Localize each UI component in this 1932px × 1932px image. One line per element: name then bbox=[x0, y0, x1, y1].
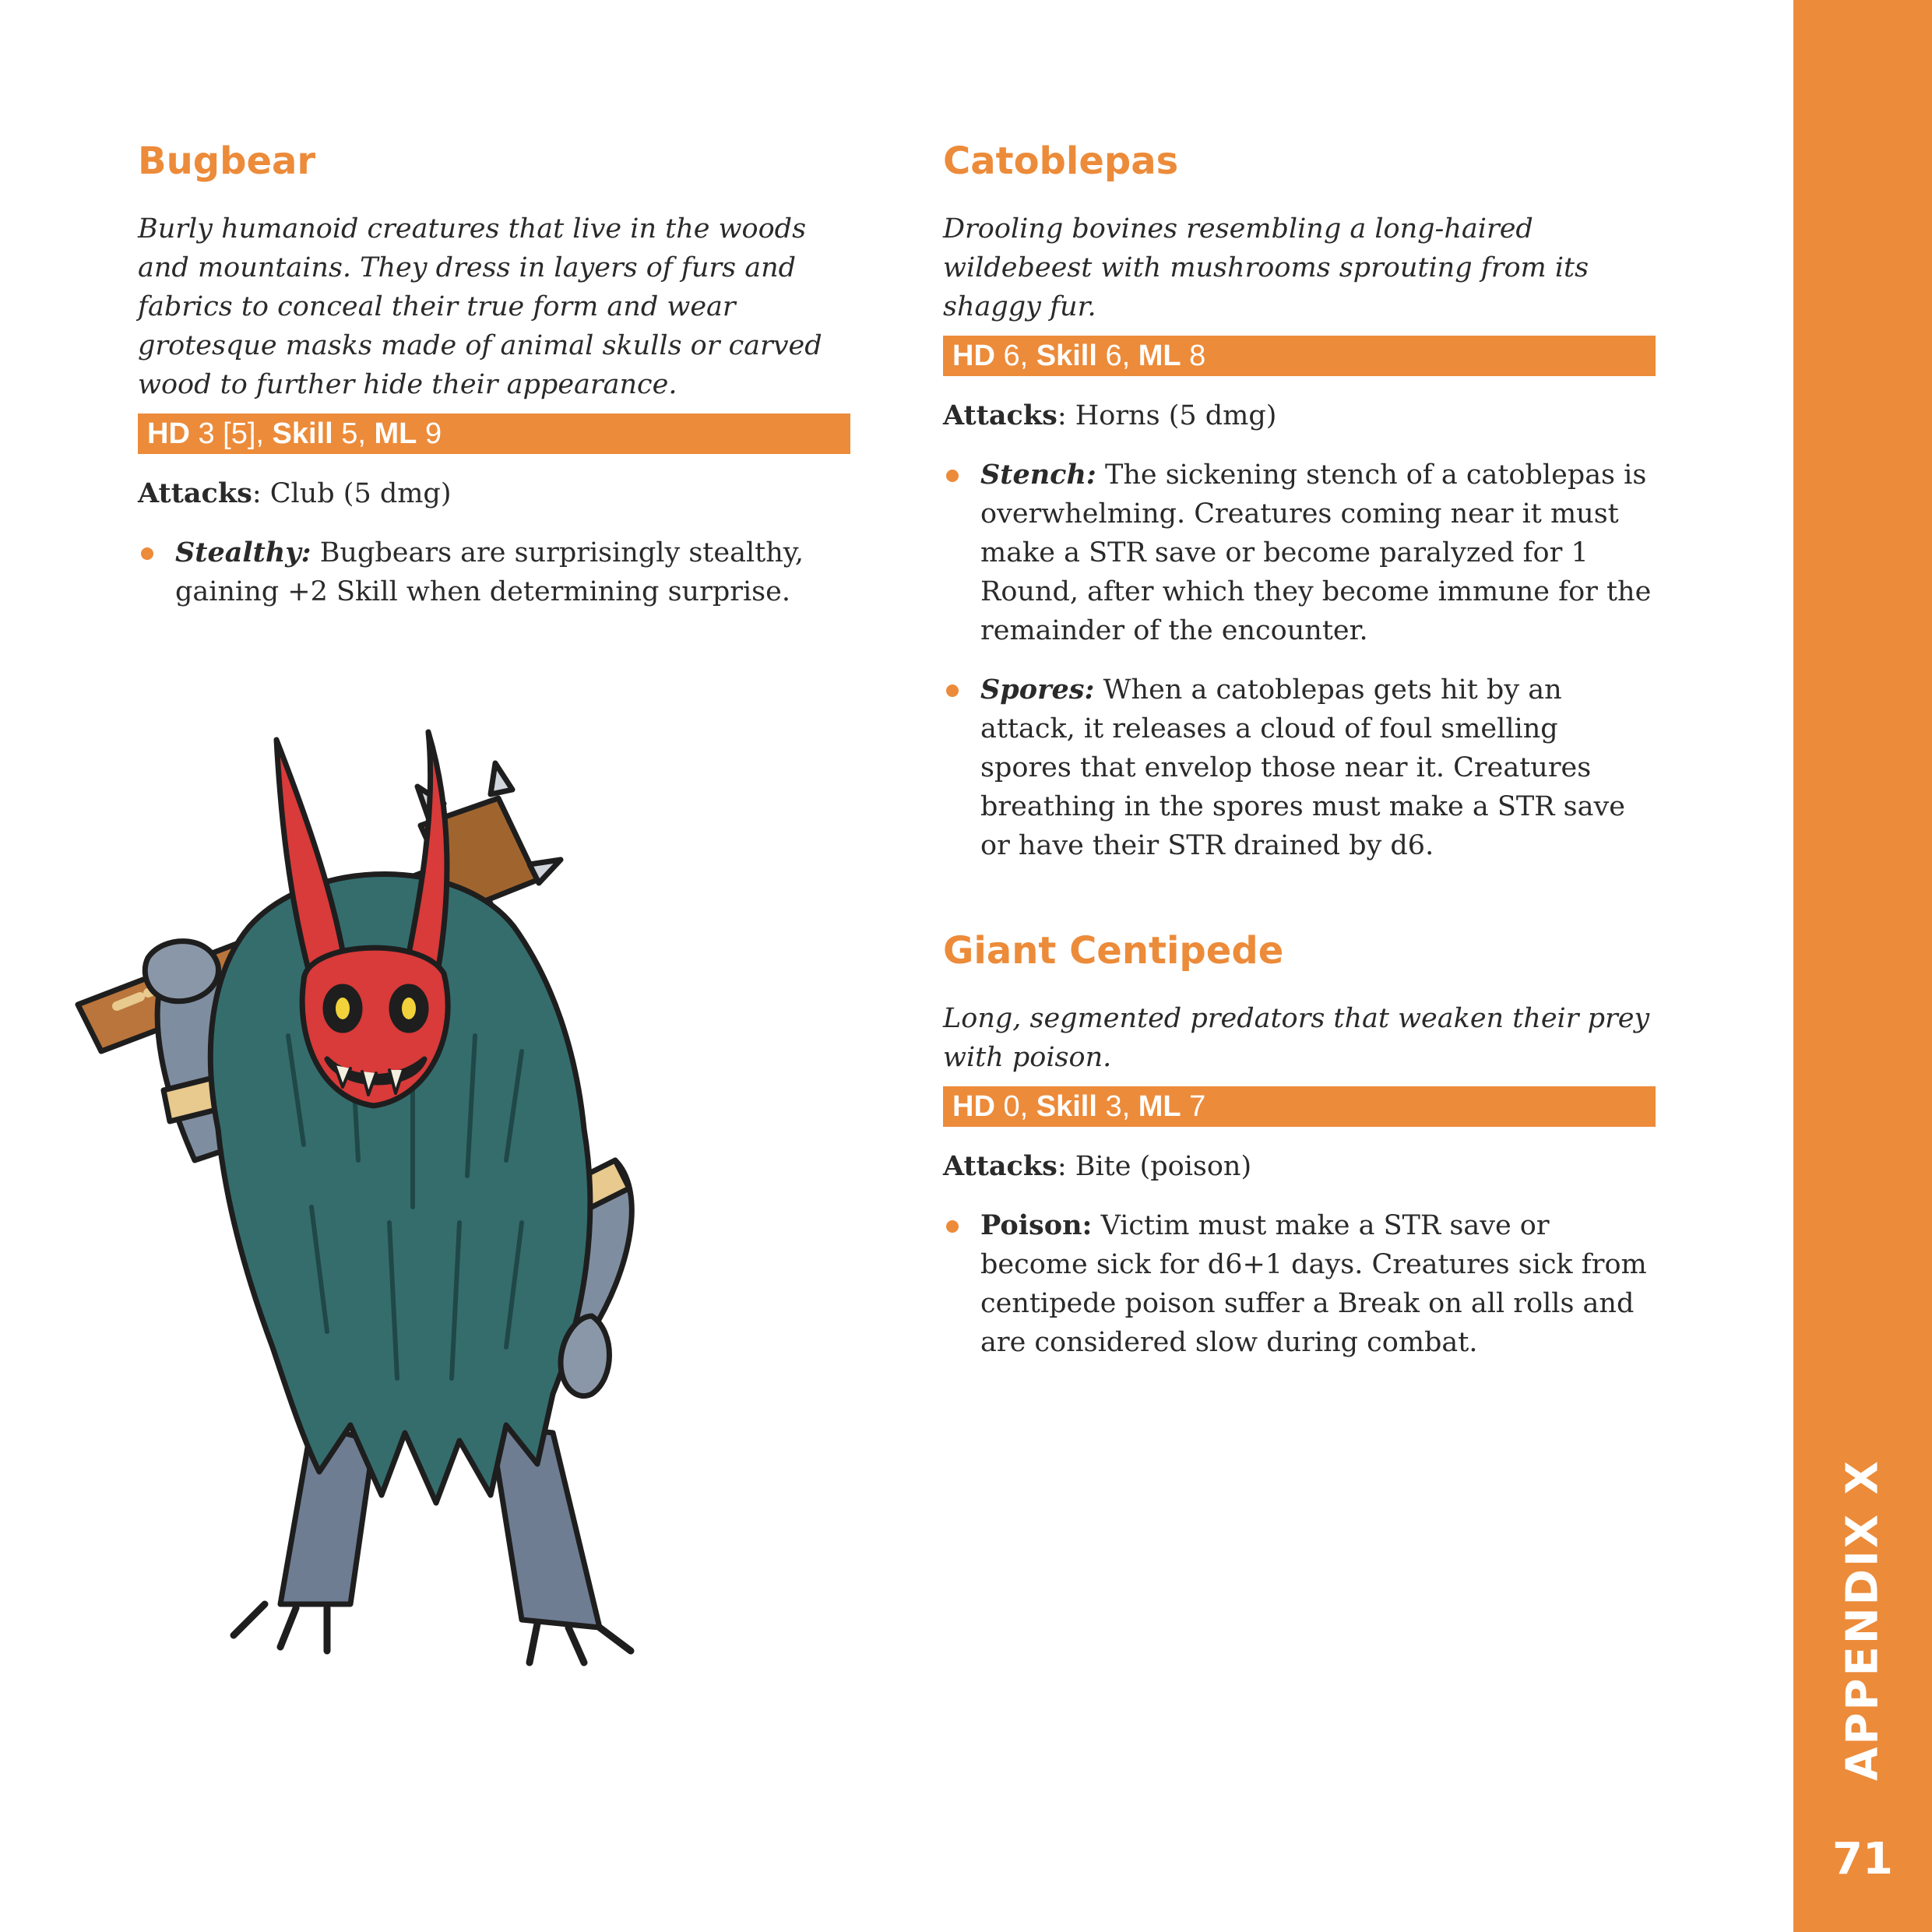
attacks-label: Attacks bbox=[943, 399, 1057, 431]
giant-centipede-heading: Giant Centipede bbox=[943, 929, 1284, 973]
skill-value: 5, bbox=[341, 417, 366, 450]
left-column bbox=[138, 136, 850, 672]
right-column bbox=[943, 136, 1656, 1423]
bugbear-description: Burly humanoid creatures that live in the woods and mountains. They dress in layers of furs and fabrics to conceal their true form and wear grotesque masks made of animal skulls or carved wood to further hide their appearance. bbox=[138, 213, 822, 400]
catoblepas-description: Drooling bovines resembling a long-haired wildebeest with mushrooms sprouting from its shaggy fur. bbox=[943, 213, 1589, 322]
attacks-label: Attacks bbox=[138, 477, 252, 509]
giant-centipede-entry bbox=[943, 926, 1656, 1362]
catoblepas-abilities bbox=[943, 456, 1656, 865]
catoblepas-attacks bbox=[943, 396, 1656, 435]
ml-label: ML bbox=[374, 417, 417, 450]
bugbear-entry bbox=[138, 136, 850, 611]
right-leg bbox=[491, 1425, 600, 1628]
catoblepas-entry bbox=[943, 136, 1656, 865]
ability-name: Spores: bbox=[980, 674, 1095, 706]
ability-text: The sickening stench of a catoblepas is overwhelming. Creatures coming near it must make a STR save or become paralyzed for 1 Round, after which they become immune for the remainder of the encounter. bbox=[980, 459, 1652, 646]
ml-value: 7 bbox=[1189, 1090, 1206, 1123]
hd-label: HD bbox=[952, 340, 995, 372]
hd-label: HD bbox=[147, 417, 190, 450]
skill-value: 3, bbox=[1105, 1090, 1131, 1123]
bugbear-heading: Bugbear bbox=[138, 139, 316, 183]
ability-spores bbox=[943, 670, 1656, 865]
ability-text: Victim must make a STR save or become sick for d6+1 days. Creatures sick from centipede poison suffer a Break on all rolls and are considered slow during combat. bbox=[980, 1210, 1647, 1358]
ability-text: Bugbears are surprisingly stealthy, gaining +2 Skill when determining surprise. bbox=[175, 537, 804, 607]
ml-value: 8 bbox=[1189, 340, 1206, 372]
catoblepas-heading: Catoblepas bbox=[943, 139, 1179, 183]
page-number: 71 bbox=[1832, 1834, 1893, 1884]
ml-label: ML bbox=[1138, 340, 1181, 372]
hd-value: 3 [5], bbox=[198, 417, 264, 450]
hd-value: 0, bbox=[1003, 1090, 1029, 1123]
skill-label: Skill bbox=[1036, 1090, 1097, 1123]
ml-label: ML bbox=[1138, 1090, 1181, 1123]
ability-text: When a catoblepas gets hit by an attack, it releases a cloud of foul smelling spores that envelop those near it. Creatures breathing in the spores must make a STR save or have their STR drained by d6. bbox=[980, 674, 1625, 861]
skill-label: Skill bbox=[272, 417, 333, 450]
catoblepas-stat-bar bbox=[943, 336, 1656, 376]
ability-stench bbox=[943, 456, 1656, 650]
attacks-value: : Bite (poison) bbox=[1057, 1151, 1252, 1182]
attacks-label: Attacks bbox=[943, 1150, 1057, 1182]
ability-stealthy bbox=[138, 533, 850, 611]
attacks-value: : Club (5 dmg) bbox=[252, 478, 452, 509]
giant-centipede-stat-bar bbox=[943, 1086, 1656, 1127]
bugbear-stat-bar bbox=[138, 413, 850, 454]
ability-name: Stench: bbox=[980, 459, 1096, 491]
ability-name: Poison: bbox=[980, 1209, 1093, 1241]
left-hand bbox=[145, 941, 218, 1001]
ability-poison bbox=[943, 1206, 1656, 1362]
hd-label: HD bbox=[952, 1090, 995, 1123]
bugbear-illustration bbox=[55, 724, 880, 1674]
giant-centipede-description: Long, segmented predators that weaken their prey with poison. bbox=[943, 1003, 1650, 1073]
attacks-value: : Horns (5 dmg) bbox=[1057, 400, 1277, 431]
skill-value: 6, bbox=[1105, 340, 1131, 372]
hd-value: 6, bbox=[1003, 340, 1029, 372]
right-horn bbox=[405, 732, 447, 981]
bugbear-attacks bbox=[138, 474, 850, 513]
giant-centipede-abilities bbox=[943, 1206, 1656, 1362]
giant-centipede-attacks bbox=[943, 1147, 1656, 1186]
bugbear-abilities bbox=[138, 533, 850, 611]
appendix-title: APPENDIX X bbox=[1837, 1459, 1888, 1781]
ability-name: Stealthy: bbox=[175, 537, 311, 568]
skill-label: Skill bbox=[1036, 340, 1097, 372]
ml-value: 9 bbox=[424, 417, 442, 450]
